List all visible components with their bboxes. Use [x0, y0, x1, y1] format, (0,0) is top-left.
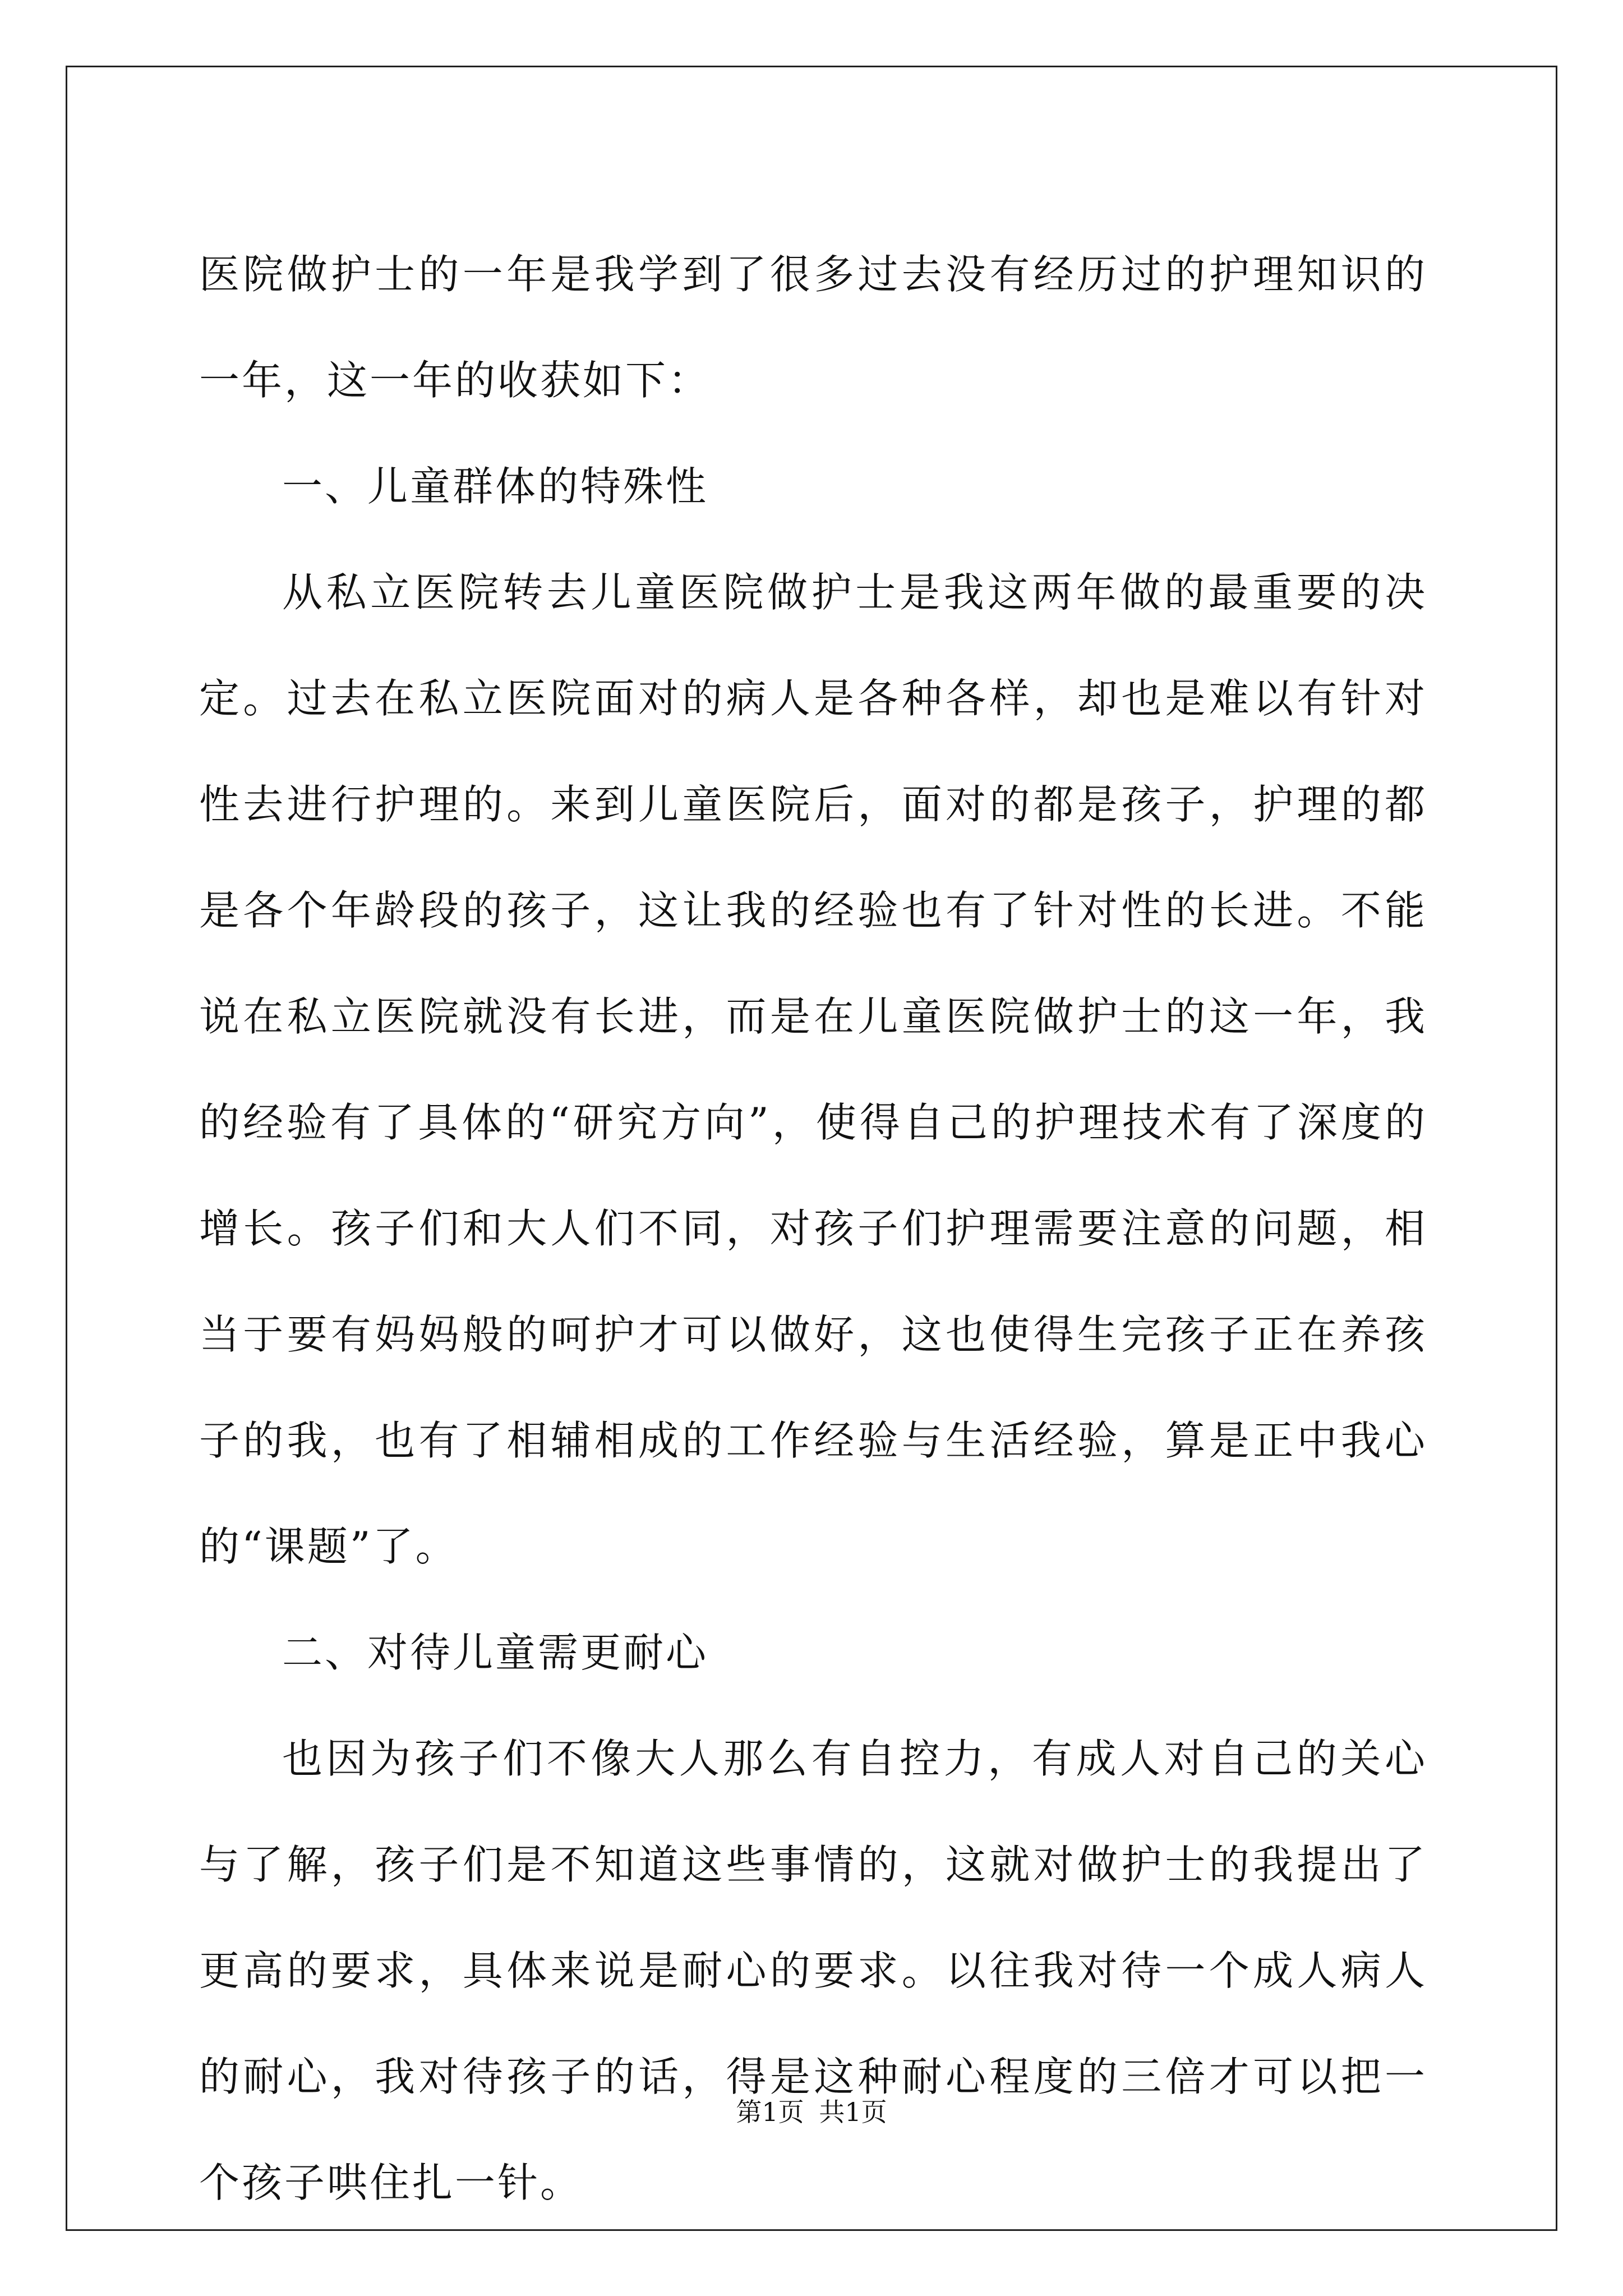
paragraph-section-1: 从私立医院转去儿童医院做护士是我这两年做的最重要的决定。过去在私立医院面对的病人是各种各样，却也是难以有针对性去进行护理的。来到儿童医院后，面对的都是孩子，护理的都是各个年龄段的孩子，这让我的经验也有了针对性的长进。不能说在私立医院就没有长进，而是在儿童医院做护士的这一年，我的经验有了具体的“研究方向”，使得自己的护理技术有了深度的增长。孩子们和大人们不同，对孩子们护理需要注意的问题，相当于要有妈妈般的呵护才可以做好，这也使得生完孩子正在养孩子的我，也有了相辅相成的工作经验与生活经验，算是正中我心的“课题”了。 — [199, 569, 1427, 1570]
paragraph-intro: 医院做护士的一年是我学到了很多过去没有经历过的护理知识的一年，这一年的收获如下： — [199, 251, 1427, 404]
document-body — [199, 222, 1427, 2236]
heading-section-2: 二、对待儿童需更耐心 — [282, 1629, 709, 1676]
paragraph-section-2: 也因为孩子们不像大人那么有自控力，有成人对自己的关心与了解，孩子们是不知道这些事情的，这就对做护士的我提出了更高的要求，具体来说是耐心的要求。以往我对待一个成人病人的耐心，我对待孩子的话，得是这种耐心程度的三倍才可以把一个孩子哄住扎一针。 — [199, 1735, 1427, 2206]
page-number: 第1页 — [736, 2097, 804, 2127]
page-total: 共1页 — [819, 2097, 887, 2127]
heading-section-1: 一、儿童群体的特殊性 — [282, 463, 709, 510]
page-footer — [0, 2095, 1623, 2129]
